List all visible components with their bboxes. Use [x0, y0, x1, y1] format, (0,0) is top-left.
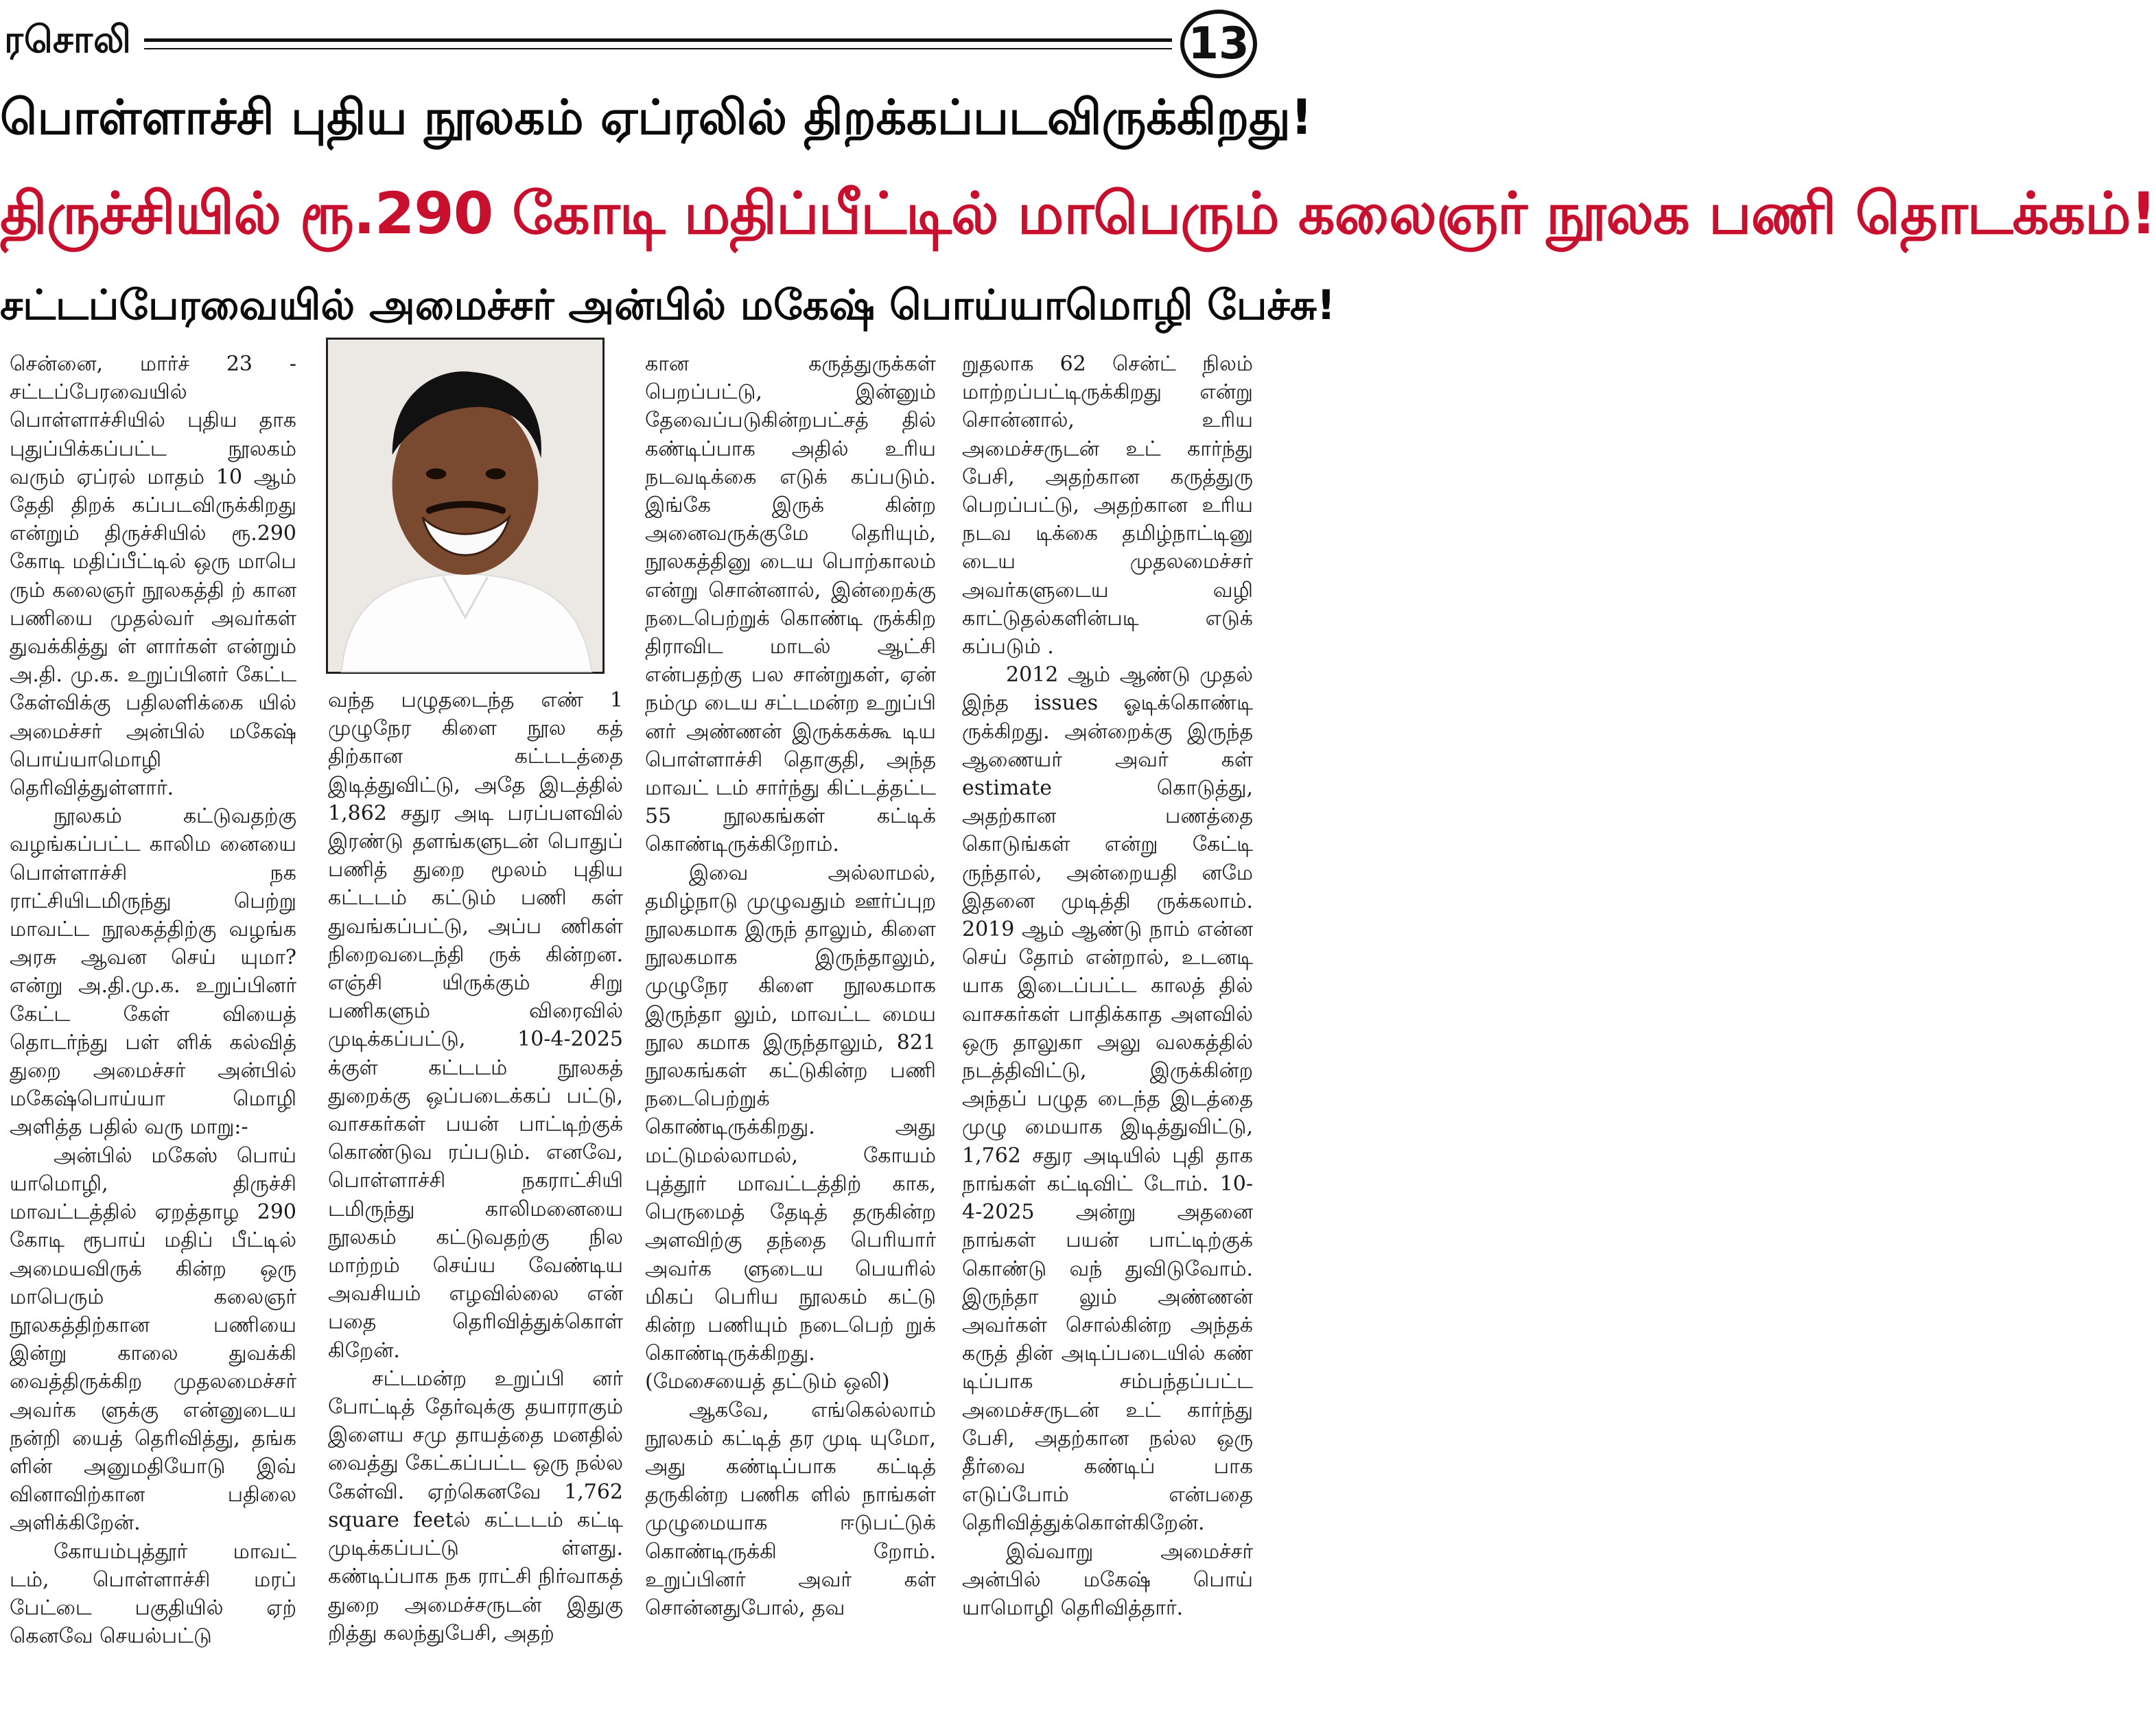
article-column-1	[10, 350, 296, 1650]
masthead-rule	[144, 38, 1172, 42]
masthead-rule-thin	[144, 48, 1172, 49]
paragraph: நூலகம் கட்டுவதற்கு வழங்கப்பட்ட காலிம னையை பொள்ளாச்சி நக ராட்சியிடமிருந்து பெற்று மாவட்ட நூலகத்திற்கு வழங்க அரசு ஆவன செய் யுமா? என்று அ.தி.மு.க. உறுப்பினர் கேட்ட கேள் வியைத் தொடர்ந்து பள் ளிக் கல்வித் துறை அமைச்சர் அன்பில் மகேஷ்பொய்யா மொழி அளித்த பதில் வரு மாறு:-	[10, 804, 296, 1140]
paragraph: கோயம்புத்தூர் மாவட் டம், பொள்ளாச்சி மரப் பேட்டை பகுதியில் ஏற் கெனவே செயல்பட்டு	[10, 1539, 296, 1649]
headline-sub: சட்டப்பேரவையில் அமைச்சர் அன்பில் மகேஷ் பொய்யாமொழி பேச்சு!	[0, 281, 1336, 329]
paragraph: ஆகவே, எங்கெல்லாம் நூலகம் கட்டித் தர முடி யுமோ, அது கண்டிப்பாக கட்டித் தருகின்ற பணிக ளில் நாங்கள் முழுமையாக ஈடுபட்டுக் கொண்டிருக்கி றோம். உறுப்பினர் அவர் கள் சொன்னதுபோல், தவ	[645, 1398, 936, 1620]
headline-top: பொள்ளாச்சி புதிய நூலகம் ஏப்ரலில் திறக்கப்படவிருக்கிறது!	[0, 89, 1313, 145]
article-column-4	[962, 350, 1253, 1622]
headline-main: திருச்சியில் ரூ.290 கோடி மதிப்பீட்டில் மாபெரும் கலைஞர் நூலக பணி தொடக்கம்!	[0, 180, 2156, 247]
article-column-3	[645, 350, 936, 1622]
newspaper-name: ரசொலி	[4, 18, 132, 61]
minister-photo	[326, 338, 605, 674]
page-number-badge: 13	[1180, 10, 1257, 78]
paragraph: றுதலாக 62 சென்ட் நிலம் மாற்றப்பட்டிருக்கிறது என்று சொன்னால், உரிய அமைச்சருடன் உட் கார்ந்து பேசி, அதற்கான கருத்துரு பெறப்பட்டு, அதற்கான உரிய நடவ டிக்கை தமிழ்நாட்டினு டைய முதலமைச்சர் அவர்களுடைய வழி காட்டுதல்களின்படி எடுக் கப்படும் .	[962, 352, 1253, 659]
paragraph: இவை அல்லாமல், தமிழ்நாடு முழுவதும் ஊர்ப்புற நூலகமாக இருந் தாலும், கிளை நூலகமாக இருந்தாலும், முழுநேர கிளை நூலகமாக இருந்தா லும், மாவட்ட மைய நூல கமாக இருந்தாலும், 821 நூலகங்கள் கட்டுகின்ற பணி நடைபெற்றுக் கொண்டிருக்கிறது. அது மட்டுமல்லாமல், கோயம் புத்தூர் மாவட்டத்திற் காக, பெருமைத் தேடித் தருகின்ற அளவிற்கு தந்தை பெரியார் அவர்க ளுடைய பெயரில் மிகப் பெரிய நூலகம் கட்டு கின்ற பணியும் நடைபெற் றுக் கொண்டிருக்கிறது. (மேசையைத் தட்டும் ஒலி)	[645, 860, 936, 1394]
paragraph: சென்னை, மார்ச் 23 - சட்டப்பேரவையில் பொள்ளாச்சியில் புதிய தாக புதுப்பிக்கப்பட்ட நூலகம் வரும் ஏப்ரல் மாதம் 10 ஆம் தேதி திறக் கப்படவிருக்கிறது என்றும் திருச்சியில் ரூ.290 கோடி மதிப்பீட்டில் ஒரு மாபெ ரும் கலைஞர் நூலகத்தி ற் கான பணியை முதல்வர் அவர்கள் துவக்கித்து ள் ளார்கள் என்றும் அ.தி. மு.க. உறுப்பினர் கேட்ட கேள்விக்கு பதிலளிக்கை யில் அமைச்சர் அன்பில் மகேஷ் பொய்யாமொழி தெரிவித்துள்ளார்.	[10, 352, 296, 801]
paragraph: இவ்வாறு அமைச்சர் அன்பில் மகேஷ் பொய் யாமொழி தெரிவித்தார்.	[962, 1539, 1253, 1620]
article-column-2	[328, 686, 623, 1647]
portrait-illustration	[328, 340, 602, 672]
paragraph: வந்த பழுதடைந்த எண் 1 முழுநேர கிளை நூல கத் திற்கான கட்டடத்தை இடித்துவிட்டு, அதே இடத்தில் 1,862 சதுர அடி பரப்பளவில் இரண்டு தளங்களுடன் பொதுப் பணித் துறை மூலம் புதிய கட்டடம் கட்டும் பணி கள் துவங்கப்பட்டு, அப்ப ணிகள் நிறைவடைந்தி ருக் கின்றன. எஞ்சி யிருக்கும் சிறு பணிகளும் விரைவில் முடிக்கப்பட்டு, 10-4-2025 க்குள் கட்டடம் நூலகத் துறைக்கு ஒப்படைக்கப் பட்டு, வாசகர்கள் பயன் பாட்டிற்குக் கொண்டுவ ரப்படும். எனவே, பொள்ளாச்சி நகராட்சியி டமிருந்து காலிமனையை நூலகம் கட்டுவதற்கு நில மாற்றம் செய்ய வேண்டிய அவசியம் எழவில்லை என் பதை தெரிவித்துக்கொள் கிறேன்.	[328, 688, 623, 1363]
paragraph: 2012 ஆம் ஆண்டு முதல் இந்த issues ஓடிக்கொண்டி ருக்கிறது. அன்றைக்கு இருந்த ஆணையர் அவர் கள் estimate கொடுத்து, அதற்கான பணத்தை கொடுங்கள் என்று கேட்டி ருந்தால், அன்றையதி னமே இதனை முடித்தி ருக்கலாம். 2019 ஆம் ஆண்டு நாம் என்ன செய் தோம் என்றால், உடனடி யாக இடைப்பட்ட காலத் தில் வாசகர்கள் பாதிக்காத அளவில் ஒரு தாலுகா அலு வலகத்தில் நடத்திவிட்டு, இருக்கின்ற அந்தப் பழுத டைந்த இடத்தை முழு மையாக இடித்துவிட்டு, 1,762 சதுர அடியில் புதி தாக நாங்கள் கட்டிவிட் டோம். 10-4-2025 அன்று அதனை நாங்கள் பயன் பாட்டிற்குக் கொண்டு வந் துவிடுவோம். இருந்தா லும் அண்ணன் அவர்கள் சொல்கின்ற அந்தக் கருத் தின் அடிப்படையில் கண் டிப்பாக சம்பந்தப்பட்ட அமைச்சருடன் உட் கார்ந்து பேசி, அதற்கான நல்ல ஒரு தீர்வை கண்டிப் பாக எடுப்போம் என்பதை தெரிவித்துக்கொள்கிறேன்.	[962, 663, 1253, 1536]
paragraph: அன்பில் மகேஸ் பொய் யாமொழி, திருச்சி மாவட்டத்தில் ஏறத்தாழ 290 கோடி ரூபாய் மதிப் பீட்டில் அமையவிருக் கின்ற ஒரு மாபெரும் கலைஞர் நூலகத்திற்கான பணியை இன்று காலை துவக்கி வைத்திருக்கிற முதலமைச்சர் அவர்க ளுக்கு என்னுடைய நன்றி யைத் தெரிவித்து, தங்க ளின் அனுமதியோடு இவ் வினாவிற்கான பதிலை அளிக்கிறேன்.	[10, 1143, 296, 1536]
masthead	[0, 5, 1261, 81]
paragraph: கான கருத்துருக்கள் பெறப்பட்டு, இன்னும் தேவைப்படுகின்றபட்சத் தில் கண்டிப்பாக அதில் உரிய நடவடிக்கை எடுக் கப்படும். இங்கே இருக் கின்ற அனைவருக்குமே தெரியும், நூலகத்தினு டைய பொற்காலம் என்று சொன்னால், இன்றைக்கு நடைபெற்றுக் கொண்டி ருக்கிற திராவிட மாடல் ஆட்சி என்பதற்கு பல சான்றுகள், ஏன் நம்மு டைய சட்டமன்ற உறுப்பி னர் அண்ணன் இருக்கக்கூ டிய பொள்ளாச்சி தொகுதி, அந்த மாவட் டம் சார்ந்து கிட்டத்தட்ட 55 நூலகங்கள் கட்டிக் கொண்டிருக்கிறோம்.	[645, 352, 936, 857]
paragraph: சட்டமன்ற உறுப்பி னர் போட்டித் தேர்வுக்கு தயாராகும் இளைய சமு தாயத்தை மனதில் வைத்து கேட்கப்பட்ட ஒரு நல்ல கேள்வி. ஏற்கெனவே 1,762 square feetல் கட்டடம் கட்டி முடிக்கப்பட்டு ள்ளது. கண்டிப்பாக நக ராட்சி நிர்வாகத் துறை அமைச்சருடன் இதுகு றித்து கலந்துபேசி, அதற்	[328, 1366, 623, 1645]
